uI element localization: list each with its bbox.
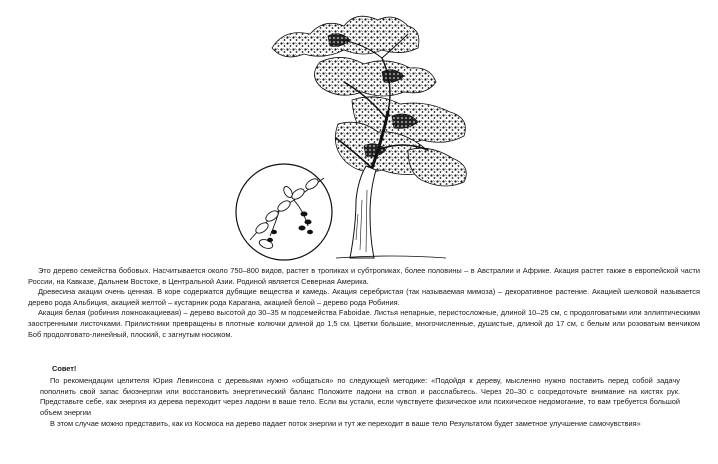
acacia-tree-drawing <box>232 0 482 262</box>
acacia-tree-illustration <box>232 0 482 262</box>
description-paragraph: Акация белая (робиния ложноакациевая) – дерево высотой до 30–35 м подсемейства Faboidae. Листья непарные, перистосложные, длиной 10–25 см, с продолговатыми или эллиптическими заостренными листочками. Прилистники превращены в плотные колючки длиной до 1,5 см. Цветки большие, многочисленные, душистые, длиной до 17 см, с белым или розоватым венчиком Боб продолговато-линейный, плоский, с загнутым носиком. <box>28 308 700 339</box>
flower-branch-inset <box>236 164 332 260</box>
advice-section <box>40 364 680 430</box>
acacia-description <box>28 266 700 340</box>
description-paragraph: Древесина акации очень ценная. В коре содержатся дубящие вещества и камедь. Акация серебристая (так называемая мимоза) – декоративное растение. Акацией шелковой называется дерево рода Альбиция, акацией желтой – кустарник рода Карагана, акацией белой – дерево рода Робиния. <box>28 287 700 307</box>
tree-trunk <box>350 166 376 258</box>
advice-paragraph: В этом случае можно представить, как из Космоса на дерево падает поток энергии и тут же переходит в ваше тело Результатом будет заметное улучшение самочувствия» <box>50 418 641 428</box>
advice-title: Совет! <box>52 364 77 373</box>
description-paragraph: Это дерево семейства бобовых. Насчитывается около 750–800 видов, растет в тропиках и субтропиках, более половины – в Австралии и Африке. Акация растет также в европейской части России, на Кавказе, Дальнем Востоке, в Центральной Азии. Родиной является Северная Америка. <box>28 266 700 286</box>
advice-paragraph: По рекомендации целителя Юрия Левинсона с деревьями нужно «общаться» по следующей методике: «Подойдя к дереву, мысленно нужно поставить перед собой задачу пополнить свой запас биоэнергии или восстановить энергетический баланс Положите ладони на ствол и расслабьтесь. Через 20–30 с сосредоточьте внимание на кистях рук. Представьте себе, как энергия из дерева переходит через ладони в ваше тело. Если вы устали, если чувствуете физическое или психическое недомогание, то вам требуется большой объем энергии <box>40 375 680 418</box>
